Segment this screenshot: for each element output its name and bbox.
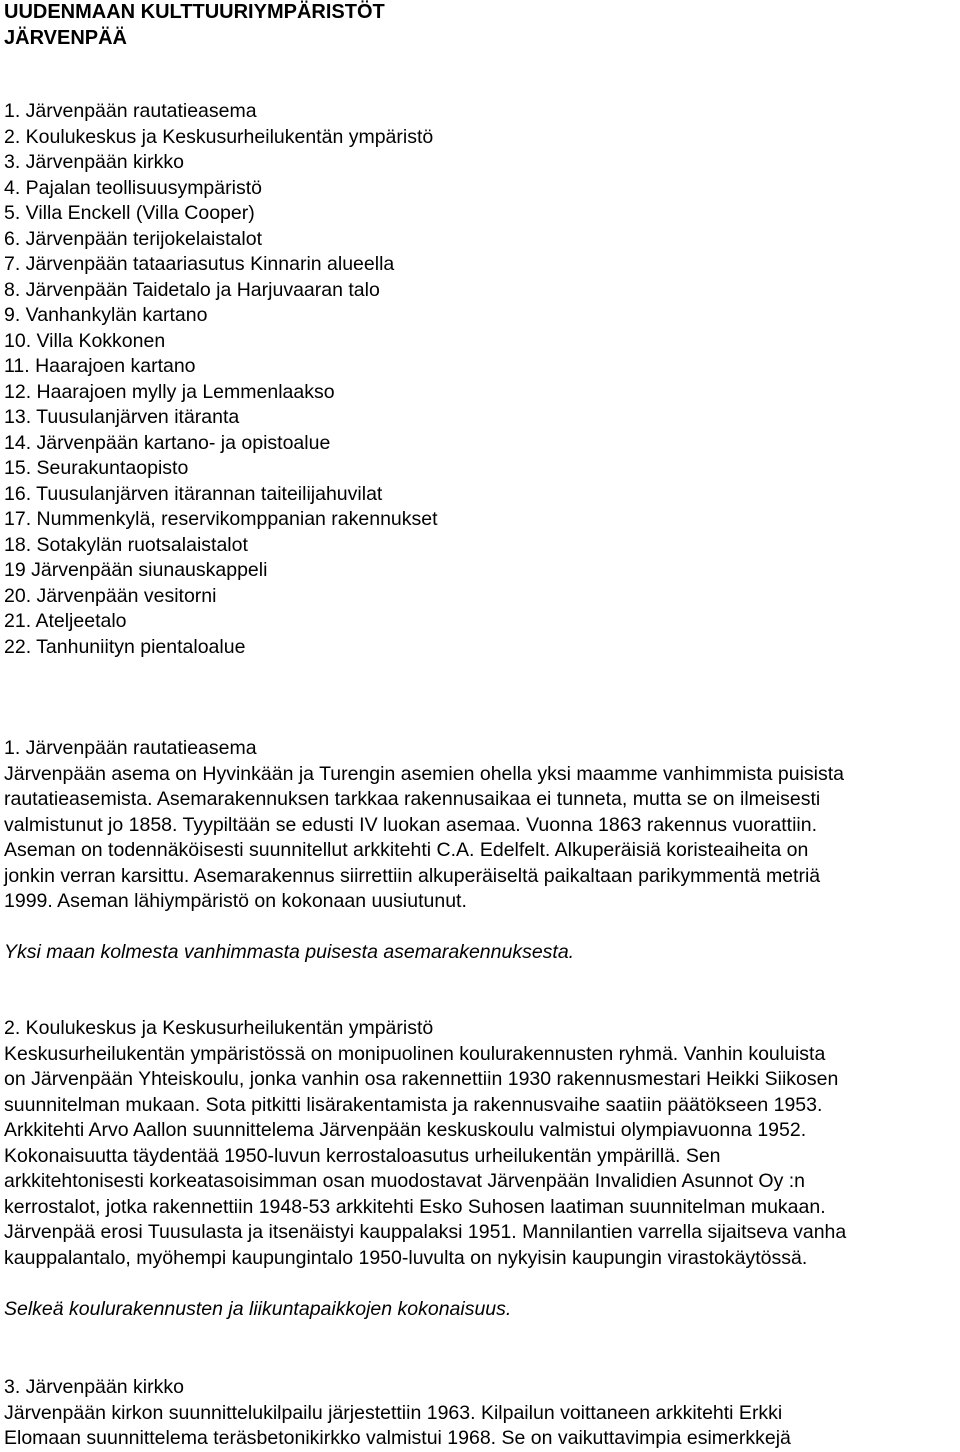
toc-item: 5. Villa Enckell (Villa Cooper) bbox=[4, 202, 255, 224]
body-line: Järvenpään kirkon suunnittelukilpailu järjestettiin 1963. Kilpailun voittaneen arkkitehti Erkki bbox=[4, 1401, 783, 1424]
toc-item: 14. Järvenpään kartano- ja opistoalue bbox=[4, 431, 331, 454]
toc-item: 2. Koulukeskus ja Keskusurheilukentän ympäristö bbox=[4, 125, 434, 148]
body-line: jonkin verran karsittu. Asemarakennus siirrettiin alkuperäiseltä paikaltaan parikymmentä metriä bbox=[4, 864, 821, 887]
toc-item: 16. Tuusulanjärven itärannan taiteilijahuvilat bbox=[4, 482, 383, 505]
body-line: valmistunut jo 1858. Tyypiltään se edusti IV luokan asemaa. Vuonna 1863 rakennus vuorattiin. bbox=[4, 813, 818, 836]
toc-item: 8. Järvenpään Taidetalo ja Harjuvaaran talo bbox=[4, 278, 380, 301]
section-note: Selkeä koulurakennusten ja liikuntapaikkojen kokonaisuus. bbox=[4, 1297, 512, 1320]
section-body bbox=[4, 1042, 960, 1272]
document-title bbox=[4, 0, 385, 51]
section-kirkko bbox=[4, 1375, 960, 1452]
section-heading: 3. Järvenpään kirkko bbox=[4, 1376, 184, 1398]
section-body bbox=[4, 762, 960, 915]
section-note: Yksi maan kolmesta vanhimmasta puisesta asemarakennuksesta. bbox=[4, 941, 575, 963]
body-line: on Järvenpään Yhteiskoulu, jonka vanhin osa rakennettiin 1930 rakennusmestari Heikki Siikosen bbox=[4, 1068, 839, 1090]
toc-item: 17. Nummenkylä, reservikomppanian rakennukset bbox=[4, 508, 438, 530]
body-line: Järvenpään asema on Hyvinkään ja Turengin asemien ohella yksi maamme vanhimmista puisista bbox=[4, 762, 844, 785]
table-of-contents bbox=[4, 99, 438, 660]
toc-item: 19 Järvenpään siunauskappeli bbox=[4, 559, 268, 581]
body-line: kauppalantalo, myöhempi kaupungintalo 1950-luvulta on nykyisin kaupungin virastokäytössä. bbox=[4, 1246, 808, 1269]
toc-item: 21. Ateljeetalo bbox=[4, 610, 127, 632]
toc-item: 7. Järvenpään tataariasutus Kinnarin alueella bbox=[4, 253, 395, 275]
title-line-2: JÄRVENPÄÄ bbox=[4, 26, 127, 49]
body-line: Järvenpää erosi Tuusulasta ja itsenäistyi kauppalaksi 1951. Mannilantien varrella sijaitseva vanha bbox=[4, 1221, 847, 1243]
body-line: suunnitelman mukaan. Sota pitkitti lisärakentamista ja rakennusvaihe saatiin päätökseen 1953. bbox=[4, 1093, 823, 1116]
body-line: Keskusurheilukentän ympäristössä on monipuolinen koulurakennusten ryhmä. Vanhin kouluista bbox=[4, 1042, 826, 1065]
section-body bbox=[4, 1401, 960, 1452]
body-line: 1999. Aseman lähiympäristö on kokonaan uusiutunut. bbox=[4, 890, 467, 912]
section-koulukeskus bbox=[4, 1016, 960, 1322]
toc-item: 18. Sotakylän ruotsalaistalot bbox=[4, 533, 248, 556]
section-heading: 1. Järvenpään rautatieasema bbox=[4, 737, 257, 759]
body-line: Kokonaisuutta täydentää 1950-luvun kerrostaloasutus urheilukentän ympärillä. Sen bbox=[4, 1144, 721, 1167]
section-rautatieasema bbox=[4, 736, 960, 966]
title-line-1: UUDENMAAN KULTTUURIYMPÄRISTÖT bbox=[4, 1, 385, 23]
body-line: Aseman on todennäköisesti suunnitellut arkkitehti C.A. Edelfelt. Alkuperäisiä koristeaiheita on bbox=[4, 839, 809, 861]
toc-item: 12. Haarajoen mylly ja Lemmenlaakso bbox=[4, 380, 335, 403]
toc-item: 20. Järvenpään vesitorni bbox=[4, 584, 217, 607]
toc-item: 4. Pajalan teollisuusympäristö bbox=[4, 176, 262, 199]
toc-item: 13. Tuusulanjärven itäranta bbox=[4, 406, 240, 428]
toc-item: 22. Tanhuniityn pientaloalue bbox=[4, 635, 246, 658]
body-line: arkkitehtonisesti korkeatasoisimman osan muodostavat Järvenpään Invalidien Asunnot Oy :n bbox=[4, 1170, 806, 1192]
toc-item: 3. Järvenpään kirkko bbox=[4, 151, 184, 173]
toc-item: 1. Järvenpään rautatieasema bbox=[4, 100, 257, 122]
body-line: Arkkitehti Arvo Aallon suunnittelema Järvenpään keskuskoulu valmistui olympiavuonna 1952. bbox=[4, 1119, 807, 1141]
toc-item: 10. Villa Kokkonen bbox=[4, 329, 166, 352]
toc-item: 9. Vanhankylän kartano bbox=[4, 304, 208, 326]
body-line: rautatieasemista. Asemarakennuksen tarkkaa rakennusaikaa ei tunneta, mutta se on ilmeisesti bbox=[4, 788, 821, 810]
toc-item: 15. Seurakuntaopisto bbox=[4, 457, 189, 479]
body-line: kerrostalot, jotka rakennettiin 1948-53 arkkitehti Esko Suhosen laatiman suunnitelman mukaan. bbox=[4, 1195, 826, 1218]
body-line: Elomaan suunnittelema teräsbetonikirkko valmistui 1968. Se on vaikuttavimpia esimerkkejä bbox=[4, 1427, 791, 1449]
section-heading: 2. Koulukeskus ja Keskusurheilukentän ympäristö bbox=[4, 1017, 434, 1039]
toc-item: 6. Järvenpään terijokelaistalot bbox=[4, 227, 262, 250]
toc-item: 11. Haarajoen kartano bbox=[4, 355, 196, 377]
